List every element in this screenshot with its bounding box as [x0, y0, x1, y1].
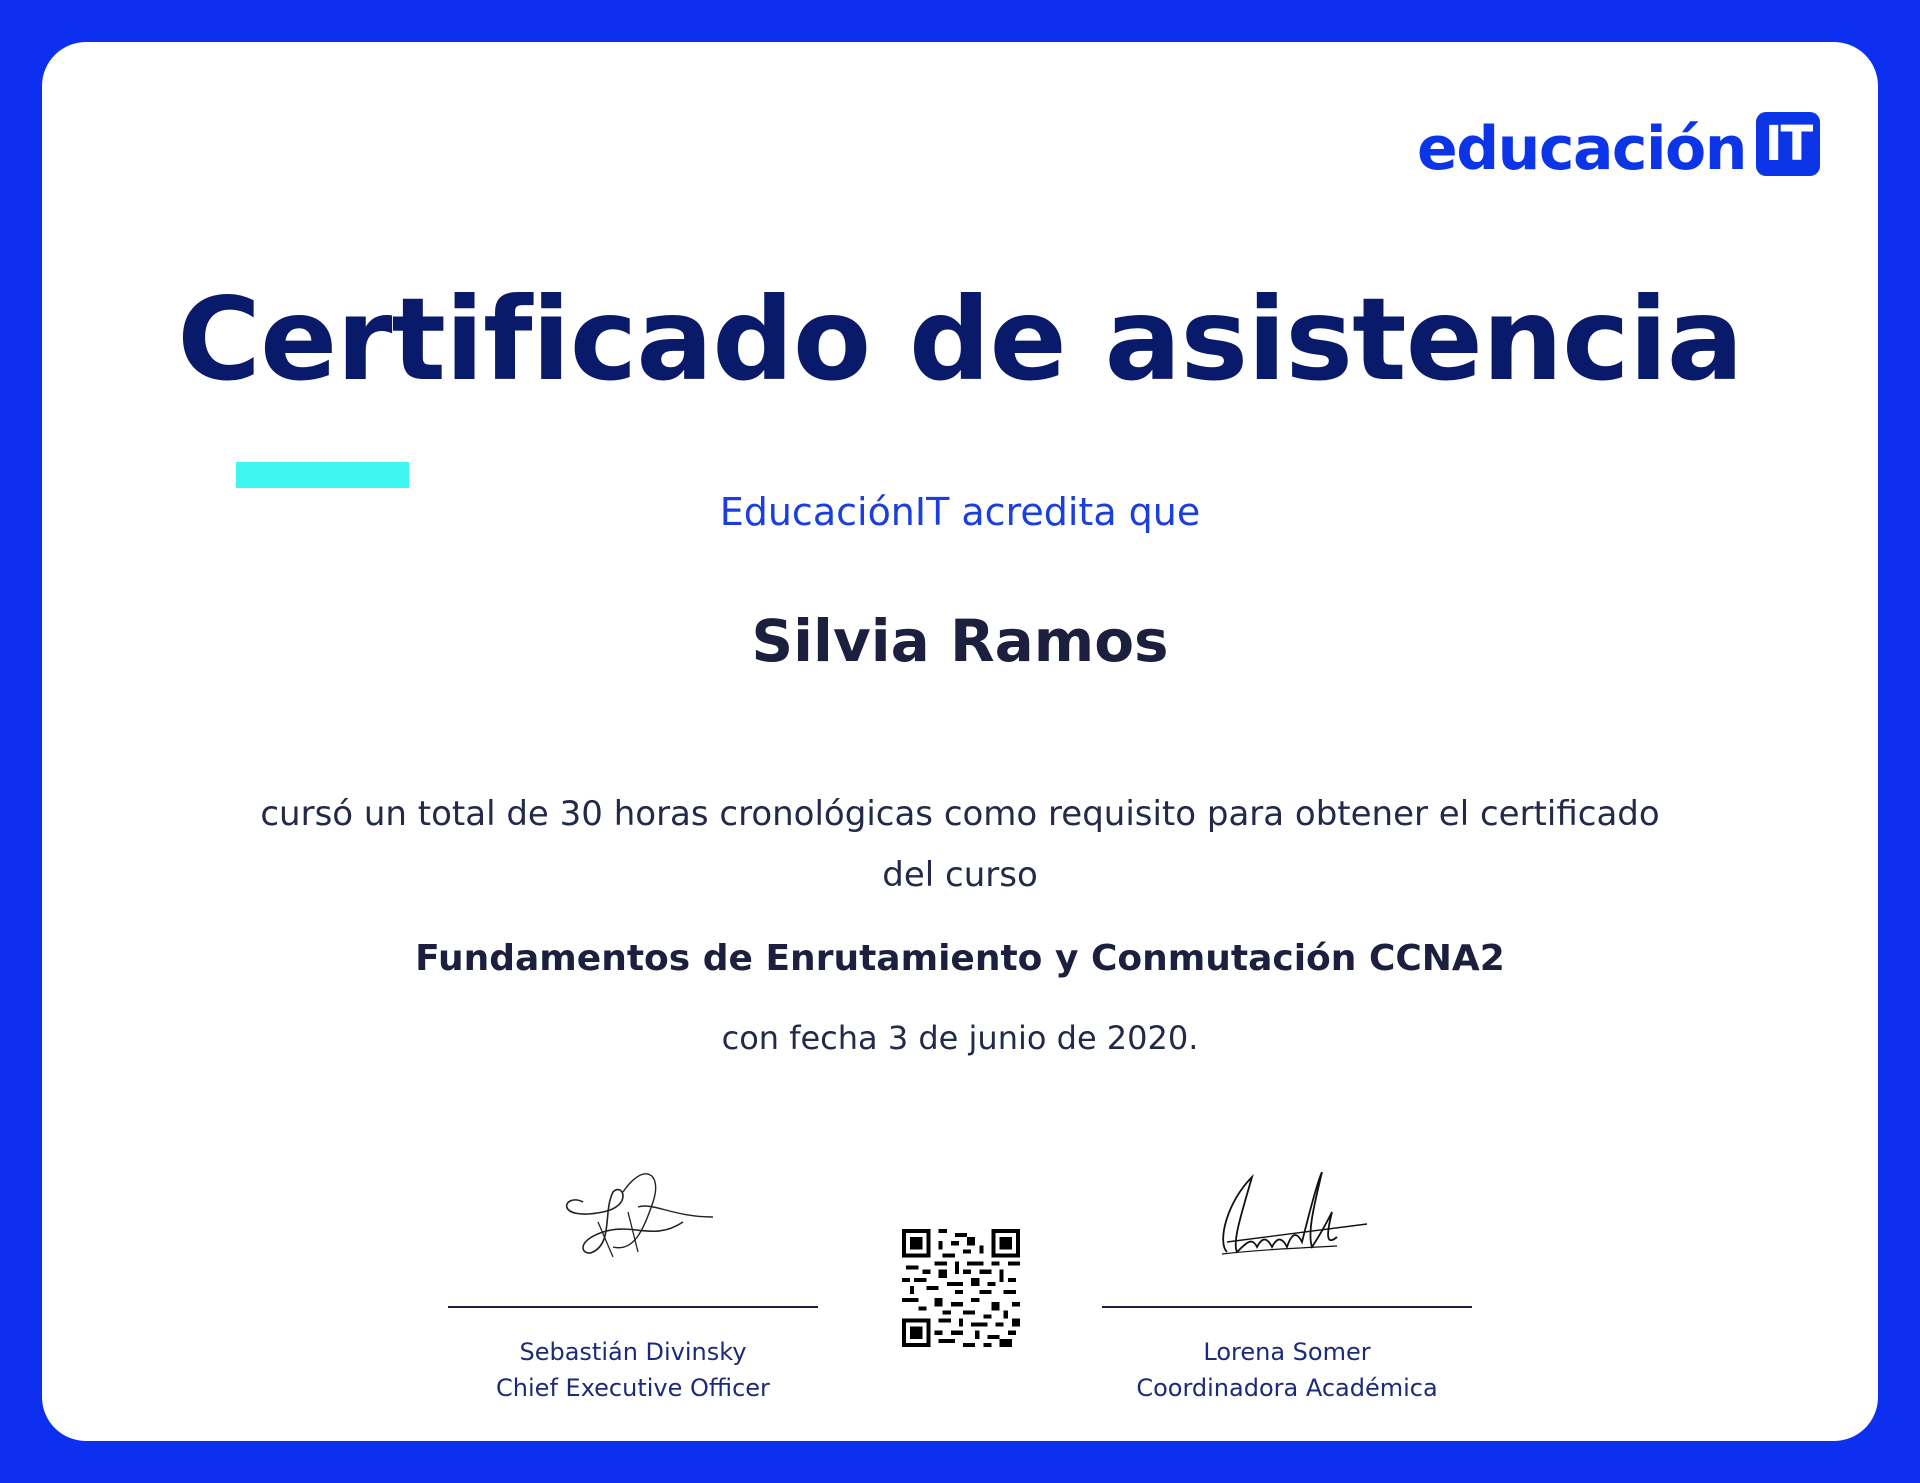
signature-line-ceo	[448, 1306, 818, 1308]
signature-drawing-ceo	[448, 1162, 818, 1294]
signer-name: Sebastián Divinsky	[519, 1338, 747, 1366]
course-name: Fundamentos de Enrutamiento y Conmutación CCNA2	[415, 938, 1505, 979]
body-line-2: del curso	[882, 855, 1038, 895]
body-line-1: cursó un total de 30 horas cronológicas como requisito para obtener el certificado	[260, 794, 1660, 834]
educacionit-logo	[1417, 112, 1820, 184]
signer-name: Lorena Somer	[1203, 1338, 1371, 1366]
qr-code-icon	[902, 1229, 1020, 1347]
accent-bar	[236, 462, 409, 488]
certificate-card	[42, 42, 1878, 1441]
certificate-date: con fecha 3 de junio de 2020.	[721, 1019, 1199, 1057]
accreditation-text: EducaciónIT acredita que	[719, 490, 1201, 534]
signature-block-ceo	[448, 1162, 818, 1406]
student-name: Silvia Ramos	[751, 607, 1169, 675]
signature-drawing-coordinator	[1102, 1162, 1472, 1294]
logo-wordmark: educación	[1417, 114, 1746, 184]
signature-block-coordinator	[1102, 1162, 1472, 1406]
signer-role: Coordinadora Académica	[1136, 1374, 1438, 1402]
certificate-body	[222, 784, 1698, 906]
signature-line-coordinator	[1102, 1306, 1472, 1308]
logo-it-box: IT	[1756, 112, 1820, 176]
signer-role: Chief Executive Officer	[496, 1374, 770, 1402]
certificate-title: Certificado de asistencia	[177, 273, 1743, 406]
